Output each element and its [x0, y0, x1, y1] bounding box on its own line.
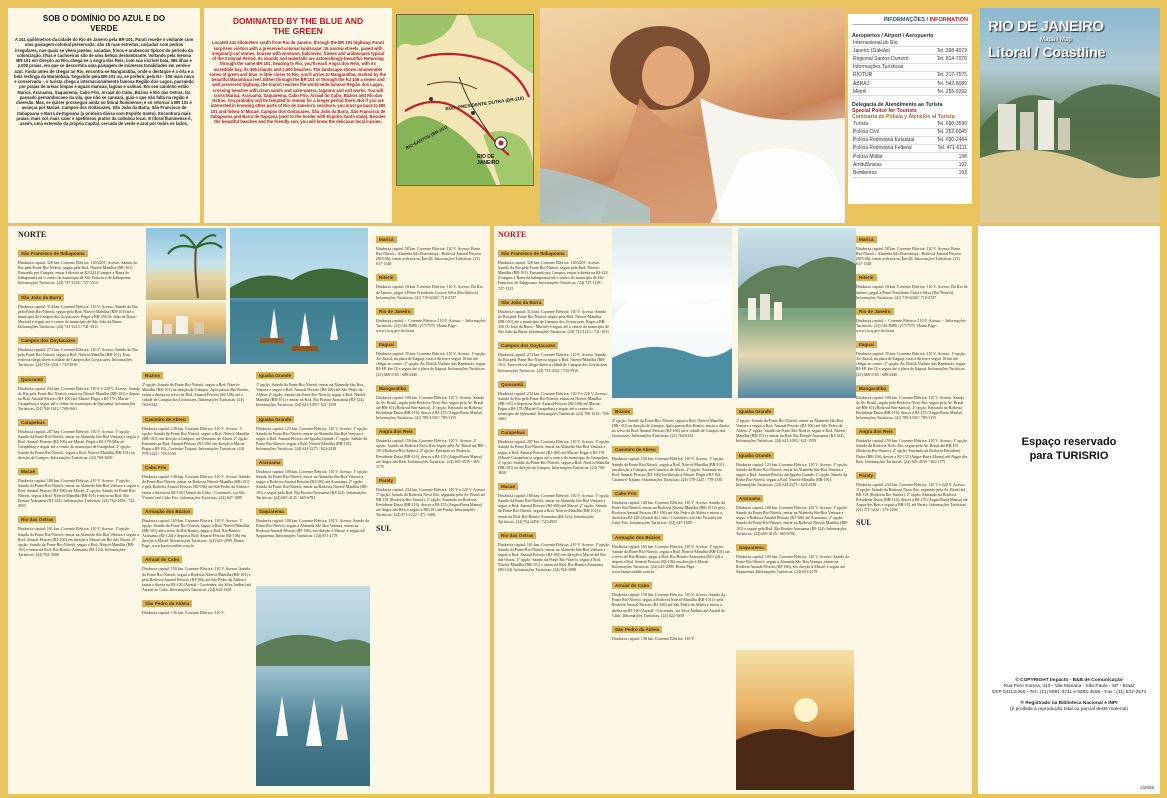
left-col-2 — [142, 364, 252, 788]
surf-splash-photo — [540, 8, 845, 223]
town-name: Mangaratiba — [376, 385, 409, 392]
town-entry — [142, 364, 252, 408]
map-label-rio-santos: RIO-SANTOS (BR-101) — [404, 124, 449, 151]
town-details: Distância capital: 207 km. Corrente Elétrica: 110 V. Acesso: 1ª opção: Saindo da Ponte Rio-Niterói, entrar na Alameda São Boa Ventura e seguir a Rod. Amaral Peixoto (RJ-106) até Macaé. Pegar a RJ-178 (Macaé-Carapebus) e seguir até o centro do município de Carapebus. 2ª opção: Saindo da Ponte Rio-Niterói, seguir a Rod. Niterói-Manilha (BR-101) na direção da Campos. Informações Turísticas: (24) 768-3650 — [498, 439, 610, 475]
sunset-photo — [736, 650, 854, 790]
town-name: Araruama — [736, 495, 763, 502]
airport-row — [852, 47, 968, 55]
town-details: Distância capital: 70 km. Corrente Elétrica: 110 V. Acesso: 1ª opção: Av. Brasil, na placa de Itaguaí, virar à direita e seguir 10 km até chegar ao centro. 2ª opção: Av. Brasil, Viaduto das Bandeiras, seguir RJ-SP, km 32 e seguir até a placa de Itaguaí. Informações Turísticas: (21) 688-1165 / 688-2446 — [376, 351, 486, 377]
town-entry — [498, 373, 610, 422]
town-details: Distância capital: 273 km. Corrente Elétrica: 110 V. Acesso: Saindo do Rio pela Ponte Rio-Niterói, seguir a Rod. Niterói-Manilha (BR-101). Esta rodovia chega direto à cidade de Campos dos Goytacazes. Informações Turísticas: (24) 733-4331 / 733-3916 — [498, 352, 609, 373]
town-entry — [856, 300, 968, 333]
town-details: Distância capital: 161 km. Corrente Elétrica: 110 V. Acesso: 1ª opção: Saindo da Ponte Rio-Niterói, entrar na Alameda São Boa Ventura e seguir a Rod. Amaral Peixoto (RJ-106) em direção à Macaé até Rio das Ostras. 2ª opção: Saindo da Ponte Rio-Niterói, seguir a Rod. Niterói-Manilha (BR-101) e entrar na Rod. Rio Bonito-Araruama (RJ-124). Informações Turísticas: (24) 764-3008 — [18, 526, 139, 557]
airport-row — [852, 71, 968, 79]
town-name: Mangaratiba — [856, 385, 889, 392]
town-entry — [256, 364, 370, 408]
airport-phone: Tel. 217-7575 — [926, 71, 968, 79]
town-name: Niterói — [856, 274, 877, 281]
town-details: Distância capital: 328 km. Corrente Elétrica: 110/220V. Acesso: Saindo do Rio pela Ponte Rio-Niterói, seguir pela Rod. Niterói-Manilha (BR-101). Passando por Campos, entrar à direita na RJ-224 (Campos x Barra de Itabapoana) até o centro do município de São Francisco de Itabapoana. Informações Turísticas: (24) 727-1128 / 727-1515 — [498, 260, 608, 291]
airport-phone: Tel. 398-4073 — [926, 47, 968, 55]
copyright-line-5: (é proibida a reprodução total ou parcial deste material) — [1010, 706, 1128, 712]
town-name: Armação dos Búzios — [612, 534, 663, 541]
cover-title: Litoral / Coastline — [988, 44, 1106, 60]
town-name: Macaé — [498, 483, 518, 490]
police-heading-es: Comisaría de Policía y Atención al Turista — [852, 114, 955, 121]
town-name: Saquarema — [256, 508, 287, 515]
surf-splash-graphic — [540, 8, 845, 223]
airport-phone — [926, 63, 968, 71]
town-entry — [142, 548, 252, 592]
intro-en-body: Located 241 kilometers south from Rio de Janeiro, through the BR 101 highway, Parati surprises visitors with a preserved colonial landscape: 15 narrow streets, paved with irregularly-cut stones, houses with windows, balconies, friezes and arabesques typical of the Colonial Period. Its islands and waterfalls are astonishingly beautiful. Returning through the same BR 101, heading to Rio, you'll reach Angra dos Reis, with its incredible bay, its 365 islands and 2,000 beaches. The landscape shows innumerable tones of green and blue. A little closer to Rio, you'll arrive to Mangaratiba, marked by the beautiful Marambaia reef. Either through the BR 101 or through the RJ 106 a newer and well preserved highway, the tourist reaches the world-wide famous Região dos Lagos, crossing beaches with clean sands and calm waters, lagoons and salt works. You will cross Maricá, Araruama, Saquarema, Cabo Frio, Arraial do Cabo, Búzios and Rio das Ostras. You probably will be tempted to remain for a longer period there. But if you are interested in knowing other parts of Rio de Janeiro's seashore, you must go back to BR 101 and follow to Macaé, Campos dos Goitacazes, São João da Barra, São Francisco de Itabapoana and Barra de Itapoana (next to the border with Espírito Santo state). Besides the beautiful beaches and the friendly sun, you will know the delicious local cuisine. — [210, 40, 386, 125]
sunset-graphic — [736, 650, 854, 790]
police-row — [852, 144, 968, 152]
town-name: São Francisco de Itabapoana — [498, 250, 568, 257]
town-name: Iguaba Grande — [736, 408, 774, 415]
town-details: Distância capital: 234 km. Corrente Elétrica: 110 V e 220 V. Acesso: Saindo do Rio pela Ponte Rio-Niterói, entrar na Niterói-Manilha (BR-101) e depois na Rod. Amaral Peixoto (RJ-106) até Macaé. Pegar a RJ-178 (Macaé-Carapebus) e seguir até o centro do município de Quissamã. Informações Turísticas: (24) 768-1612 / 768-1661 — [498, 390, 610, 422]
town-entry — [856, 420, 968, 464]
info-panel — [848, 14, 972, 204]
airport-row — [852, 79, 968, 87]
town-name: Paraty — [376, 477, 396, 484]
town-name: São Pedro da Aldeia — [612, 626, 662, 633]
airport-label: Janeiro (Galeão) — [852, 47, 926, 55]
police-label: Polícia Rodoviária Estadual — [852, 136, 929, 144]
town-entry — [856, 464, 968, 513]
police-label: Turista — [852, 120, 929, 128]
town-entry — [18, 508, 140, 557]
town-entry — [856, 266, 968, 299]
airport-phone: Tel. 255-9292 — [926, 88, 968, 96]
town-name: Angra dos Reis — [856, 428, 896, 435]
police-label: Polícia Militar — [852, 153, 929, 161]
town-entry — [856, 333, 968, 377]
intro-pt-body: A 241 quilômetros da cidade do Rio de Janeiro pela BR-101, Parati recebe o visitante com uma paisagem colonial preservada: são 15 ruas estreitas, calçadas com pedras irregulares, nas quais se vêem janelas, sacadas, frisos e arabescos típicos do período da colonização. Ilhas e cachoeiras são de uma beleza deslumbrante. Voltando pela mesma BR-101 em direção ao Rio, chega-se a Angra dos Reis, com sua incrível baía, 365 ilhas e 2.000 praias, em que se descortina uma paisagem de inúmeras tonalidades em verde e azul. Ainda antes de chegar ao Rio, encontra-se Mangaratiba, onde o destaque é a orla e a bela restinga da Marambaia. Seguindo pela BR-101 ou, se preferir, pela RJ - 106 mais nova e conservada -, o turista chega à internacionalmente famosa Região dos Lagos, passando por praias de areias limpas e águas mansas, lagoas e salinas. Em seu caminho estão Maricá, Araruama, Saquarema, Cabo Frio, Arraial do Cabo, Búzios e Rio das Ostras. Do passado pernambucano da vila, que não se cansará, guia o que não falta na região é diversão. Mas, se quiser prosseguir ainda no litoral fluminense, é só retornar a BR 101 e avançar por Macaé, Campos dos Goitacazes, São João da Barra, São Francisco de Itabapoana e Barra de Itapoana (a primeira divisa com Espírito Santo). Encontrará mais praias, mais sol, mais calor e apetitosos pratos da culinária local. O litoral fluminense é, assim, uma extensão da própria Capital, cercada de verde e azul por todos os lados. — [14, 37, 194, 127]
town-entry — [376, 469, 486, 518]
police-phone: 192 — [929, 161, 968, 169]
town-entry — [376, 377, 486, 421]
town-name: Rio de Janeiro — [856, 308, 894, 315]
police-label: Ambulâncias — [852, 161, 929, 169]
route-map — [396, 14, 534, 186]
town-name: Quissamã — [18, 376, 46, 383]
police-phone: Tel. 471-6111 — [929, 144, 968, 152]
town-entry — [736, 536, 852, 574]
left-col-3-entries — [256, 364, 370, 538]
airport-label: Metrô — [852, 88, 926, 96]
town-name: Arraial do Cabo — [612, 582, 652, 589]
marina-graphic — [230, 228, 368, 364]
town-name: São Pedro da Aldeia — [142, 600, 192, 607]
airports-table — [852, 39, 968, 96]
left-col-1 — [18, 228, 140, 788]
town-name: Carapebus — [498, 429, 528, 436]
reserved-panel — [978, 226, 1160, 794]
town-entry — [256, 451, 370, 500]
town-details: Distância capital: 158 km. Corrente Elétrica: 110 V. Acesso: Saindo da Ponte Rio-Niterói, seguir a Rodovia Niterói-Manilha (BR-101) e pela Rodovia Amaral Peixoto (RJ-106) até São Pedro da Aldeia e entrar a direita na RJ-140 (Arraial - Corrientes, via Silva Jardim) até Arraial do Cabo. Informações Turísticas: (24) 622-1650 — [612, 592, 726, 618]
town-details: Distância capital: 123 km. Corrente Elétrica: 110 V. Acesso: 1ª opção: Saindo da Ponte Rio-Niterói, entrar na Alameda São Boa Ventura e seguir a Rod. Amaral Peixoto até Iguaba Grande. 2ª opção: Saindo da Ponte Rio-Niterói, seguir a Rod. Niterói-Manilha (BR-101). Informações Turísticas: (24) 624-2275 / 624-2438 — [256, 425, 368, 451]
town-name: Niterói — [376, 274, 397, 281]
region-sul-right: SUL — [856, 518, 872, 528]
town-entry — [256, 500, 370, 538]
town-name: São João da Barra — [498, 299, 544, 306]
town-details: Distância capital: 150 km. Corrente Elétrica: 110 V. Acesso: 1ª opção: Saindo da Rodovia Novo Rio, seguir pela Av. Brasil até BR-101 (Rodovia Rio-Santos). 2ª opção: Entrando na Rodovia Presidente Dutra (BR-116), descer a RJ-155 (Angra-Barra Mansa) até Angra dos Reis. Informações Turísticas: (24) 365-4539 / 365-1175 — [856, 438, 968, 464]
town-name: Rio das Ostras — [498, 532, 536, 539]
airport-phone: Tel. 814-7070 — [926, 55, 968, 63]
town-name: Campos dos Goytacazes — [18, 337, 78, 344]
town-details: Distância capital: -. Corrente Elétrica: 110 V. Acesso: -. Informações Turísticas: (21) 542-8080 / 217-7575. Home Page: www.rio.rj.gov.br/riotur — [376, 317, 486, 333]
seaside-town-photo — [146, 302, 226, 364]
right-col-2-entries — [612, 400, 730, 641]
town-details: Distância capital: 161 km. Corrente Elétrica: 110 V. Acesso: 1ª opção: Saindo da Ponte Rio-Niterói, entrar na Alameda São Boa Ventura e seguir a Rod. Amaral Peixoto (RJ-106) em direção à Macaé até Rio das Ostras. 2ª opção: Saindo da Ponte Rio-Niterói, seguir a Rod. Niterói-Manilha (BR-101) e entrar na Rod. Rio Bonito-Araruama (RJ-124). Informações Turísticas: (24) 764-3008 — [498, 541, 610, 573]
info-panel-title-row: INFORMAÇÕES / INFORMATION — [852, 17, 968, 25]
town-name: Maricá — [856, 236, 877, 243]
town-entry — [498, 421, 610, 475]
police-phone: Tel. 690-3590 — [929, 120, 968, 128]
town-details: Distância capital: 100 km. Corrente Elétrica: 110 V. Acesso: Saindo da Ponte Rio-Niterói, seguir a Alameda São Boa Ventura, entrar na Rodovia Amaral Peixoto (RJ-106), em direção à Macaé, e seguir até Saquarema. Informações Turísticas: (24) 651-2178 — [256, 517, 370, 539]
police-row — [852, 161, 968, 169]
town-entry — [18, 329, 140, 367]
town-name: Paraty — [856, 472, 876, 479]
town-entry — [612, 400, 730, 438]
town-name: São Francisco de Itabapoana — [18, 250, 88, 257]
town-details: Distância capital: 18 km. Corrente Elétrica: 110 V. Acesso: Do Rio de Janeiro, pegar a Ponte Presidente Costa e Silva (Rio-Niterói). Informações Turísticas: (21) 719-6348 / 710-2727 — [376, 284, 483, 300]
police-phone: Tel. 690-2484 — [929, 136, 968, 144]
police-label: Bombeiros — [852, 169, 929, 177]
town-entry — [142, 592, 252, 615]
town-entry — [376, 300, 486, 333]
town-entry — [18, 286, 140, 330]
town-entry — [142, 408, 252, 457]
town-details: Distância capital: 18 km. Corrente Elétrica: 110 V. Acesso: Do Rio de Janeiro, pegar a Ponte Presidente Costa e Silva (Rio-Niterói). Informações Turísticas: (21) 719-6348 / 710-2727 — [856, 284, 968, 300]
town-details: Distância capital: 234 km. Corrente Elétrica: 110 V e 220 V. Acesso: 1ª opção: Saindo da Rodovia Novo Rio, seguindo pela Av. Brasil até BR-101 (Rodovia Rio-Santos). 2ª opção: Entrando na Rodovia Presidente Dutra (BR-116), descer a RJ-155 (Angra-Barra Mansa) até Angra dos Reis e seguir a BR-101 até Paraty. Informações Turísticas: (24) 371-1222 / 371-1266 — [856, 481, 968, 513]
airport-row — [852, 55, 968, 63]
beach-palm-photo — [146, 228, 226, 300]
left-col-2-entries — [142, 364, 252, 615]
town-details: Distância capital: 234 km. Corrente Elétrica: 110 V e 220 V. Acesso: Saindo do Rio pela Ponte Rio-Niterói, entrar na Niterói-Manilha (BR-101) e depois na Rod. Amaral Peixoto (RJ-106) até Macaé. Pegar a RJ-178 (Macaé-Carapebus) e seguir até o centro do município de Quissamã. Informações Turísticas: (24) 768-1612 / 768-1661 — [18, 385, 140, 411]
right-col-4 — [856, 228, 968, 788]
police-row — [852, 169, 968, 177]
city-beach-graphic — [738, 228, 856, 398]
reserved-line-2: para TURISRIO — [1029, 450, 1109, 462]
town-details: Distância capital: -. Corrente Elétrica: 110 V. Acesso: -. Informações Turísticas: (21) 542-8080 / 217-7575. Home Page: www.rio.rj.gov.br/riotur — [856, 317, 966, 333]
police-row — [852, 128, 968, 136]
town-details: Distância capital: 136 km. Corrente Elétrica: 110 V. — [142, 609, 225, 615]
right-col-1 — [498, 228, 610, 788]
police-heading-en: Special Police for Tourists — [852, 108, 917, 115]
town-entry — [856, 228, 968, 266]
town-name: Armação dos Búzios — [142, 508, 193, 515]
region-sul-left: SUL — [376, 523, 392, 533]
intro-en-panel — [204, 8, 392, 223]
town-name: Itaguaí — [856, 341, 877, 348]
town-details: Distância capital: 148 km. Corrente Elétrica: 110 V. Acesso: Saindo da Ponte Rio-Niterói, entrar na Rodovia Niterói-Manilha (BR-101) e pela Rodovia Amaral Peixoto (RJ-106) até São Pedro da Aldeia e entrar a direita na RJ-140 (Arraial do Cabo - Corrientes, via São Vicente) até Cabo Frio. Informações Turísticas: (24) 647-1689 — [142, 474, 251, 500]
town-entry — [142, 500, 252, 549]
town-name: Maricá — [376, 236, 397, 243]
town-entry — [612, 482, 730, 526]
intro-en-title: DOMINATED BY THE BLUE AND THE GREEN — [232, 16, 364, 37]
palm-graphic — [146, 228, 226, 300]
town-entry — [736, 400, 852, 444]
marina-photo — [230, 228, 368, 364]
police-label: Polícia Rodoviária Federal — [852, 144, 929, 152]
info-panel-title-pt: INFORMAÇÕES — [883, 17, 925, 23]
town-entry — [256, 408, 370, 452]
town-name: São João da Barra — [18, 294, 64, 301]
copyright-line-4: ® Registrado na Biblioteca Nacional e INPI — [1020, 700, 1118, 706]
town-entry — [498, 242, 610, 291]
copyright-line-3: CEP 04113-060 - Tel.: (11) 5081-3711 e 5084-3266 - Fax.: (11) 572-2574 — [991, 690, 1147, 696]
town-details: Distância capital: 128 km. Corrente Elétrica: 110 V. Acesso: 1ª opção: Saindo da Ponte Rio-Niterói, seguir a Rod. Niterói-Manilha (BR-101), em direção a Campos, até Casimiro de Abreu. 2ª opção: Entrando na Rod. Amaral Peixoto (RJ-106) em direção a Macaé. Pegar a RJ-162, Casimiro-Trajano. Informações Turísticas: (24) 778-1225 / 778-1530 — [142, 425, 250, 457]
town-name: Arraial do Cabo — [142, 556, 182, 563]
town-entry — [736, 487, 852, 536]
town-details: Distância capital: 180 km. Corrente Elétrica: 110 V. Acesso: 1ª opção: Saindo da Ponte Rio-Niterói, entrar na Alameda São Boa Ventura e seguir a Rod. Amaral Peixoto (RJ-106) até Macaé. 2ª opção: Saindo da Ponte Rio-Niterói, seguir a Rod. Niterói-Manilha (BR-101) e entrar na Rod. Rio Bonito-Araruama (RJ-124). Informações Turísticas: (24) 762-4456 / 722-4955 — [18, 477, 139, 509]
town-name: Iguaba Grande — [256, 416, 294, 423]
town-details: Distância capital: 70 km. Corrente Elétrica: 110 V. Acesso: 1ª opção: Av. Brasil, na placa de Itaguaí, virar à direita e seguir 10 km até chegar ao centro. 2ª opção: Av. Brasil, Viaduto das Bandeiras, seguir RJ-SP, km 32 e seguir até a placa de Itaguaí. Informações Turísticas: (21) 688-1165 / 688-2446 — [856, 351, 966, 377]
town-entry — [498, 475, 610, 524]
sailboats-graphic — [256, 586, 370, 786]
town-entry — [498, 334, 610, 372]
town-name: Iguaba Grande — [736, 452, 774, 459]
wave-photo — [612, 228, 732, 398]
right-col-1-entries — [498, 242, 610, 572]
town-name: Angra dos Reis — [376, 428, 416, 435]
airport-label: Internacional do Rio — [852, 39, 926, 47]
town-details: 2ª opção: Saindo da Ponte Rio-Niterói, seguir a Rod. Niterói-Manilha (BR-101) na direção de Campos. Após passar Rio Bonito, entrar a direita no trevo da Rod. Amaral Peixoto (RJ-106) até a cidade de Campos dos Goitacazes. Informações Turísticas: (24) 764-6343 — [142, 382, 249, 408]
airport-label: ABRAJ — [852, 79, 926, 87]
map-label-route: ROD. PRESIDENTE DUTRA (BR-116) — [445, 95, 525, 112]
town-entry — [18, 411, 140, 460]
right-col-4-entries — [856, 228, 968, 512]
town-details: Distância capital: 100 km. Corrente Elétrica: 110 V. Acesso: Saindo da Av. Brasil, seguir pela Rodovia Novo Rio, seguir pela Av. Brasil até BR-101 (Rodovia Rio-Santos). 2ª opção: Entrando na Rodovia Presidente Dutra (BR-116), descer a RJ-155 (Angra-Barra Mansa). Informações Turísticas: (21) 789-1339 / 789-1155 — [376, 394, 485, 421]
left-col-1-entries — [18, 242, 140, 557]
town-details: Distância capital: 100 km. Corrente Elétrica: 110 V. Acesso: Saindo da Ponte Rio-Niterói, seguir a Alameda São Boa Ventura, entrar na Rodovia Amaral Peixoto (RJ-106), em direção à Macaé, e seguir até Saquarema. Informações Turísticas: (24) 651-2178 — [736, 553, 850, 575]
town-details: Distância capital: 165 km. Corrente Elétrica: 110 V. Acesso: 1ª opção: Saindo da Ponte Rio-Niterói, seguir a Rod. Niterói-Manilha (BR-101) até o trevo de Rio Bonito, pegar a Rod. Rio Bonito-Araruama (RJ-124) e depois a Rod. Amaral Peixoto (RJ-106) em direção à Macaé. Informações Turísticas: (24) 623-2099. Home Page: www.buziosonline.com.br — [142, 517, 250, 549]
copyright-line-1: © COPYRIGHT Impacto - B&B de Comunicação — [1015, 678, 1123, 683]
town-name: Búzios — [612, 408, 633, 415]
police-phone: 193 — [929, 169, 968, 177]
airport-phone: Tel. 542-8080 — [926, 79, 968, 87]
town-entry — [856, 377, 968, 421]
region-norte-left: NORTE — [18, 230, 47, 239]
town-entry — [498, 291, 610, 335]
town-entry — [376, 266, 486, 299]
intro-pt-title: SOB O DOMÍNIO DO AZUL E DO VERDE — [42, 14, 166, 33]
town-details: Distância capital: 180 km. Corrente Elétrica: 110 V. Acesso: 1ª opção: Saindo da Ponte Rio-Niterói, entrar na Alameda São Boa Ventura e seguir a Rod. Amaral Peixoto (RJ-106) até Macaé. 2ª opção: Saindo da Ponte Rio-Niterói, seguir a Rod. Niterói-Manilha (BR-101) e entrar na Rod. Rio Bonito-Araruama (RJ-124). Informações Turísticas: (24) 762-4456 / 722-4955 — [498, 493, 610, 524]
town-details: Distância capital: 58 km. Corrente Elétrica: 110 V. Acesso: Ponte Rio-Niterói - Alameda São Boaventura - Rodovia Amaral Peixoto (RJ-106), entrar à direita no Km 28. Informações Turísticas: (21) 637-1548 — [856, 246, 962, 267]
town-entry — [376, 420, 486, 469]
town-name: Quissamã — [498, 381, 526, 388]
town-entry — [18, 242, 140, 286]
mid-col-1-entries — [376, 228, 486, 518]
mid-col-1 — [376, 228, 486, 788]
town-name: Campos dos Goytacazes — [498, 342, 558, 349]
town-entry — [18, 460, 140, 509]
town-details: Distância capital: 58 km. Corrente Elétrica: 110 V. Acesso: Ponte Rio-Niterói - Alameda São Boaventura - Rodovia Amaral Peixoto (RJ-106), entrar à direita no Km 28. Informações Turísticas: (21) 637-1548 — [376, 246, 482, 267]
town-name: Búzios — [142, 372, 163, 379]
town-name: Iguaba Grande — [256, 372, 294, 379]
copyright-code: 2/2008 — [1140, 785, 1154, 790]
town-details: Distância capital: 273 km. Corrente Elétrica: 110 V. Acesso: Saindo do Rio pela Ponte Rio-Niterói, seguir a Rod. Niterói-Manilha (BR-101). Esta rodovia chega direto à cidade de Campos dos Goytacazes. Informações Turísticas: (24) 733-4331 / 733-3916 — [18, 347, 139, 368]
town-details: Distância capital: 165 km. Corrente Elétrica: 110 V. Acesso: 1ª opção: Saindo da Ponte Rio-Niterói, seguir a Rod. Niterói-Manilha (BR-101) até o trevo de Rio Bonito, pegar a Rod. Rio Bonito-Araruama (RJ-124) e depois a Rod. Amaral Peixoto (RJ-106) em direção à Macaé. Informações Turísticas: (24) 623-2099. Home Page: www.buziosonline.com.br — [612, 543, 730, 575]
town-name: Itaguaí — [376, 341, 397, 348]
town-entry — [612, 618, 730, 641]
airport-label: Regional Santos Dumont — [852, 55, 926, 63]
town-details: Distância capital: 207 km. Corrente Elétrica: 110 V. Acesso: 1ª opção: Saindo da Ponte Rio-Niterói, entrar na Alameda São Boa Ventura e seguir a Rod. Amaral Peixoto (RJ-106) até Macaé. Pegar a RJ-178 (Macaé-Carapebus) e seguir até o centro do município de Carapebus. 2ª opção: Saindo da Ponte Rio-Niterói, seguir a Rod. Niterói-Manilha (BR-101) na direção da Campos. Informações Turísticas: (24) 768-3650 — [18, 429, 139, 460]
town-entry — [142, 456, 252, 500]
town-name: Casimiro de Abreu — [612, 446, 659, 453]
town-details: Distância capital: 108 km. Corrente Elétrica: 110 V. Acesso: 1ª opção: Saindo da Ponte Rio-Niterói, entrar na Alameda São Boa Ventura e seguir a Rodovia Amaral Peixoto (RJ-106) até Araruama. 2ª opção: Saindo da Ponte Rio-Niterói, entrar na Rodovia Niterói-Manilha (BR-101) e seguir pela Rod. Rio Bonito-Araruama (RJ-124). Informações Turísticas: (24) 665-4145 / 665-6782 — [256, 469, 369, 500]
cover-subtitle: Mapa / Map — [1040, 37, 1072, 43]
airport-label: RIOTUR — [852, 71, 926, 79]
intro-pt-panel — [8, 8, 200, 223]
town-name: Cabo Frio — [612, 490, 639, 497]
airport-row — [852, 88, 968, 96]
copyright-line-2: Rua Pero Correa, 410 - Vila Mariana - São Paulo - SP - Brasil — [1003, 684, 1135, 690]
cover-panel — [980, 8, 1160, 223]
town-name: Cabo Frio — [142, 464, 169, 471]
town-details: Distância capital: 314 km. Corrente Elétrica: 110 V. Acesso: Saindo do Rio pela Ponte Rio-Niterói, seguir pela Rod. Niterói-Manilha (BR-101) até o município de Campos dos Goytacazes. Pegar a BR-356 (S. João da Barra - Muriaé) e seguir até o centro do município de São João da Barra. Informações Turísticas: (24) 741-1213 / 741-1011 — [18, 303, 139, 329]
right-col-2 — [612, 400, 730, 788]
police-row — [852, 120, 968, 128]
town-entry — [612, 438, 730, 482]
town-details: Distância capital: 136 km. Corrente Elétrica: 110 V. — [612, 635, 695, 641]
police-heading: Delegacia de Atendimento ao Turista — [852, 102, 943, 109]
police-phone: 190 — [929, 153, 968, 161]
town-entry — [498, 524, 610, 573]
police-row — [852, 136, 968, 144]
town-name: Macaé — [18, 468, 38, 475]
town-details: Distância capital: 158 km. Corrente Elétrica: 110 V. Acesso: Saindo da Ponte Rio-Niterói, seguir a Rodovia Niterói-Manilha (BR-101) e pela Rodovia Amaral Peixoto (RJ-106) até São Pedro da Aldeia e entrar a direita na RJ-140 (Arraial - Corrientes, via Silva Jardim) até Arraial do Cabo. Informações Turísticas: (24) 622-1650 — [142, 566, 252, 592]
town-details: Distância capital: 108 km. Corrente Elétrica: 110 V. Acesso: 1ª opção: Saindo da Ponte Rio-Niterói, entrar na Alameda São Boa Ventura e seguir a Rodovia Amaral Peixoto (RJ-106) até Araruama. 2ª opção: Saindo da Ponte Rio-Niterói, entrar na Rodovia Niterói-Manilha (BR-101) e seguir pela Rod. Rio Bonito-Araruama (RJ-124). Informações Turísticas: (24) 665-4145 / 665-6782 — [736, 505, 849, 536]
city-beach-photo — [738, 228, 856, 398]
right-col-3-entries — [736, 400, 852, 574]
reserved-line-1: Espaço reservado — [1021, 436, 1117, 448]
town-entry — [18, 368, 140, 412]
airport-label: Informações Turísticas — [852, 63, 926, 71]
police-phone: Tel. 252-6045 — [929, 128, 968, 136]
airports-heading: Aeroportos / Airport / Aeropuerto — [852, 33, 934, 39]
town-details: Distância capital: 123 km. Corrente Elétrica: 110 V. Acesso: 1ª opção: Saindo da Ponte Rio-Niterói, entrar na Alameda São Boa Ventura e seguir a Rod. Amaral Peixoto até Iguaba Grande. 2ª opção: Saindo da Ponte Rio-Niterói, seguir a Rod. Niterói-Manilha (BR-101). Informações Turísticas: (24) 624-2275 / 624-2438 — [736, 461, 848, 487]
town-details: 1ª opção: Saindo da Ponte Rio-Niterói, entrar na Alameda São Boa Ventura e seguir a Rod. Amaral Peixoto (RJ-106) até São Pedro da Aldeia. 2ª opção: Saindo da Ponte Rio-Niterói, seguir a Rod. Niterói-Manilha (BR-101) e entrar na Rod. Rio Bonito-Araruama (RJ-124). Informações Turísticas: (24) 621-1093 / 621-1559 — [736, 418, 847, 444]
town-details: 1ª opção: Saindo da Ponte Rio-Niterói, entrar na Alameda São Boa Ventura e seguir a Rod. Amaral Peixoto (RJ-106) até São Pedro da Aldeia. 2ª opção: Saindo da Ponte Rio-Niterói, seguir a Rod. Niterói-Manilha (BR-101) e entrar na Rod. Rio Bonito-Araruama (RJ-124). Informações Turísticas: (24) 621-1093 / 621-1559 — [256, 382, 367, 408]
town-details: Distância capital: 100 km. Corrente Elétrica: 110 V. Acesso: Saindo da Av. Brasil, seguir pela Rodovia Novo Rio, seguir pela Av. Brasil até BR-101 (Rodovia Rio-Santos). 2ª opção: Entrando na Rodovia Presidente Dutra (BR-116), descer a RJ-155 (Angra-Barra Mansa). Informações Turísticas: (21) 789-1339 / 789-1155 — [856, 394, 965, 421]
town-details: Distância capital: 128 km. Corrente Elétrica: 110 V. Acesso: 1ª opção: Saindo da Ponte Rio-Niterói, seguir a Rod. Niterói-Manilha (BR-101), em direção a Campos, até Casimiro de Abreu. 2ª opção: Entrando na Rod. Amaral Peixoto (RJ-106) em direção a Macaé. Pegar a RJ-162, Casimiro-Trajano. Informações Turísticas: (24) 778-1225 / 778-1530 — [612, 456, 725, 482]
cover-city: RIO DE JANEIRO — [988, 18, 1104, 35]
police-label: Polícia Civil — [852, 128, 929, 136]
town-entry — [376, 333, 486, 377]
town-details: Distância capital: 314 km. Corrente Elétrica: 110 V. Acesso: Saindo do Rio pela Ponte Rio-Niterói, seguir pela Rod. Niterói-Manilha (BR-101) até o município de Campos dos Goytacazes. Pegar a BR-356 (S. João da Barra - Muriaé) e seguir até o centro do município de São João da Barra. Informações Turísticas: (24) 741-1213 / 741-1011 — [498, 308, 609, 335]
region-norte-right: NORTE — [498, 230, 527, 239]
town-name: Araruama — [256, 459, 283, 466]
town-details: 2ª opção: Saindo da Ponte Rio-Niterói, seguir a Rod. Niterói-Manilha (BR-101) na direção de Campos. Após passar Rio Bonito, entrar a direita no trevo da Rod. Amaral Peixoto (RJ-106) até a cidade de Campos dos Goitacazes. Informações Turísticas: (24) 764-6343 — [612, 418, 729, 439]
town-name: Casimiro de Abreu — [142, 416, 189, 423]
police-table — [852, 120, 968, 177]
town-name: Carapebus — [18, 419, 48, 426]
town-details: Distância capital: 150 km. Corrente Elétrica: 110 V. Acesso: 1ª opção: Saindo da Rodovia Novo Rio, seguir pela Av. Brasil até BR-101 (Rodovia Rio-Santos). 2ª opção: Entrando na Rodovia Presidente Dutra (BR-116), descer a RJ-155 (Angra-Barra Mansa) até Angra dos Reis. Informações Turísticas: (24) 365-4539 / 365-1175 — [376, 438, 485, 469]
town-name: Rio de Janeiro — [376, 308, 414, 315]
sailboats-photo — [256, 586, 370, 786]
airport-row — [852, 63, 968, 71]
info-panel-title-en: INFORMATION — [929, 17, 968, 23]
wave-graphic — [612, 228, 732, 398]
town-entry — [612, 526, 730, 575]
airport-row — [852, 39, 968, 47]
town-graphic — [146, 302, 226, 364]
town-details: Distância capital: 234 km. Corrente Elétrica: 110 V e 220 V. Acesso: 1ª opção: Saindo da Rodovia Novo Rio, seguindo pela Av. Brasil até BR-101 (Rodovia Rio-Santos). 2ª opção: Entrando na Rodovia Presidente Dutra (BR-116), descer a RJ-155 (Angra-Barra Mansa) até Angra dos Reis e seguir a BR-101 até Paraty. Informações Turísticas: (24) 371-1222 / 371-1266 — [376, 486, 486, 518]
town-entry — [376, 228, 486, 266]
town-details: Distância capital: 328 km. Corrente Elétrica: 110/220V. Acesso: Saindo do Rio pela Ponte Rio-Niterói, seguir pela Rod. Niterói-Manilha (BR-101). Passando por Campos, entrar à direita na RJ-224 (Campos x Barra de Itabapoana) até o centro do município de São Francisco de Itabapoana. Informações Turísticas: (24) 727-1128 / 727-1515 — [18, 260, 138, 286]
town-name: Rio das Ostras — [18, 516, 56, 523]
copyright-block — [982, 678, 1156, 713]
map-label-city: RIO DE JANEIRO — [477, 154, 500, 166]
reserved-box — [978, 436, 1160, 462]
town-entry — [612, 574, 730, 618]
right-col-3 — [736, 400, 852, 650]
airport-phone — [926, 39, 968, 47]
town-name: Saquarema — [736, 544, 767, 551]
town-details: Distância capital: 148 km. Corrente Elétrica: 110 V. Acesso: Saindo da Ponte Rio-Niterói, entrar na Rodovia Niterói-Manilha (BR-101) e pela Rodovia Amaral Peixoto (RJ-106) até São Pedro da Aldeia e entrar a direita na RJ-140 (Arraial do Cabo - Corrientes, via São Vicente) até Cabo Frio. Informações Turísticas: (24) 647-1689 — [612, 499, 726, 526]
town-entry — [736, 444, 852, 488]
police-row — [852, 153, 968, 161]
